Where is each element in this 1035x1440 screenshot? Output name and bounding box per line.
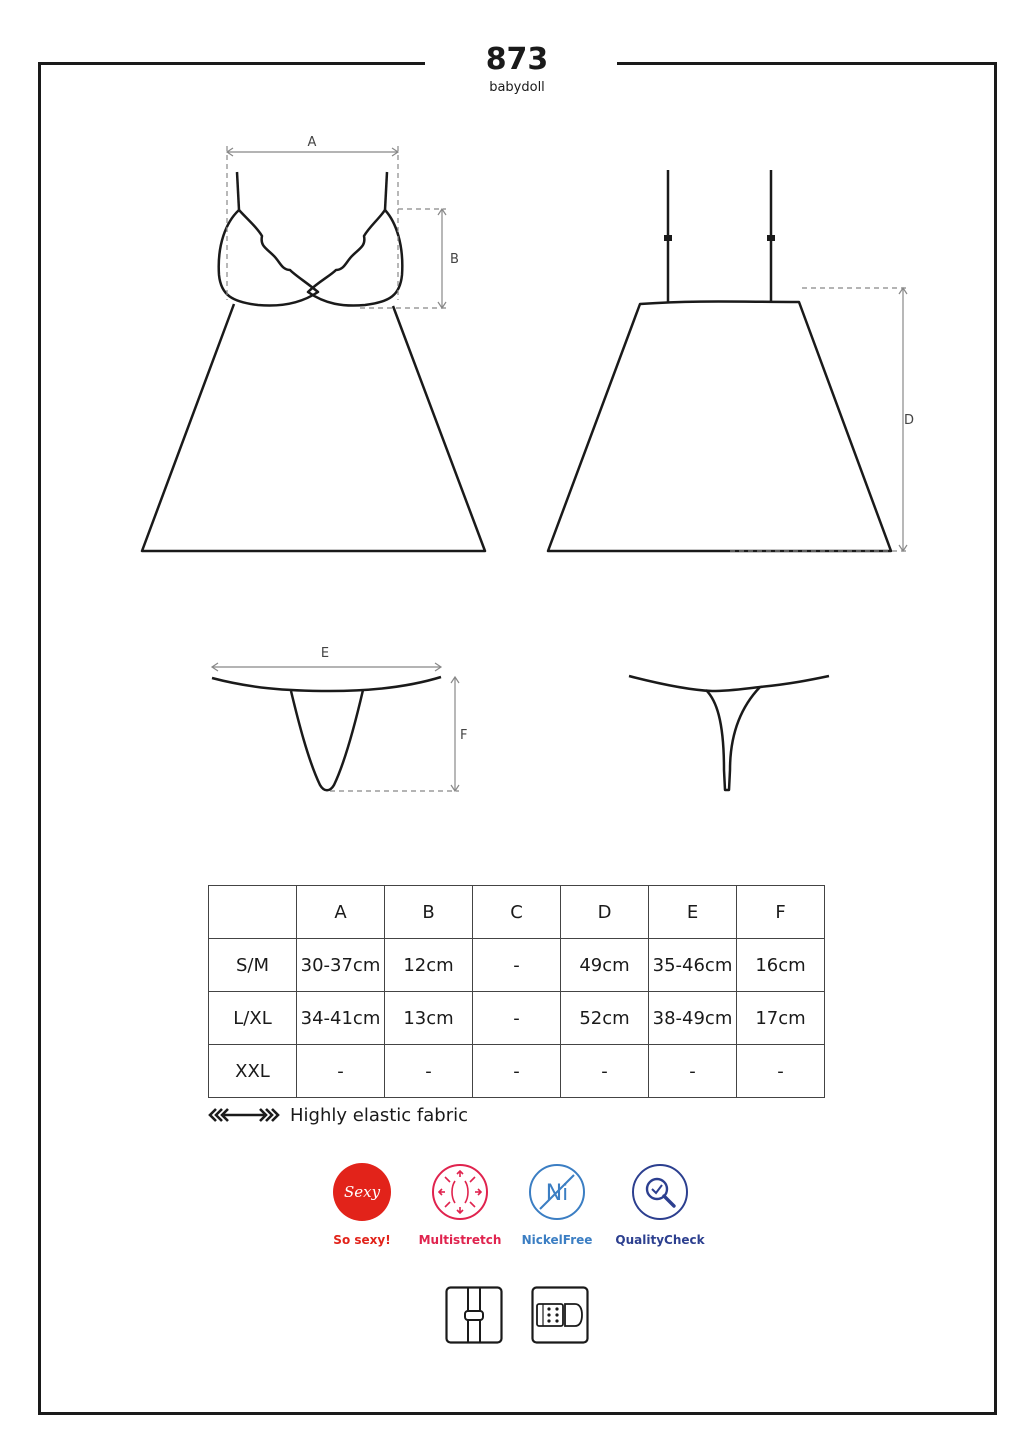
quality-check-icon	[631, 1163, 689, 1221]
babydoll-front-drawing	[142, 172, 485, 551]
hook-closure-icon	[531, 1286, 589, 1344]
elastic-note-text: Highly elastic fabric	[290, 1104, 468, 1126]
table-cell: L/XL	[209, 992, 297, 1045]
dimension-a-label: A	[307, 135, 317, 150]
table-header-cell: A	[297, 886, 385, 939]
dimension-e	[212, 663, 441, 671]
table-cell: -	[737, 1045, 825, 1098]
table-header-row	[209, 886, 825, 939]
table-cell: S/M	[209, 939, 297, 992]
table-cell: -	[561, 1045, 649, 1098]
table-header-cell: C	[473, 886, 561, 939]
table-header-cell: B	[385, 886, 473, 939]
model-number: 873	[485, 42, 549, 77]
dimension-f	[330, 677, 459, 791]
table-header-cell: D	[561, 886, 649, 939]
babydoll-back-drawing	[548, 170, 891, 551]
table-cell: -	[473, 939, 561, 992]
dimension-b-label: B	[450, 252, 459, 267]
dimension-e-label: E	[320, 646, 330, 661]
badge-quality-check	[600, 1163, 720, 1247]
badge-label: So sexy!	[333, 1233, 391, 1247]
table-cell: 34-41cm	[297, 992, 385, 1045]
size-table	[208, 885, 825, 1098]
badge-label: QualityCheck	[615, 1233, 705, 1247]
table-cell: 38-49cm	[649, 992, 737, 1045]
table-cell: 13cm	[385, 992, 473, 1045]
double-arrow-icon	[208, 1105, 280, 1125]
table-cell: 12cm	[385, 939, 473, 992]
table-row	[209, 939, 825, 992]
nickel-icon-text: Ni	[545, 1181, 569, 1206]
elastic-note	[208, 1102, 468, 1128]
table-cell: 52cm	[561, 992, 649, 1045]
table-cell: 35-46cm	[649, 939, 737, 992]
table-header-cell	[209, 886, 297, 939]
table-cell: 17cm	[737, 992, 825, 1045]
thong-back-drawing	[629, 676, 829, 790]
table-cell: -	[473, 992, 561, 1045]
table-header-cell: F	[737, 886, 825, 939]
table-cell: -	[297, 1045, 385, 1098]
thong-front-drawing	[212, 677, 441, 790]
badge-label: NickelFree	[521, 1233, 593, 1247]
table-cell: -	[385, 1045, 473, 1098]
badge-nickel-free	[497, 1163, 617, 1247]
table-header-cell: E	[649, 886, 737, 939]
table-cell: XXL	[209, 1045, 297, 1098]
multistretch-icon	[431, 1163, 489, 1221]
table-cell: -	[473, 1045, 561, 1098]
sexy-icon	[333, 1163, 391, 1221]
table-cell: 16cm	[737, 939, 825, 992]
table-cell: -	[649, 1045, 737, 1098]
table-row	[209, 1045, 825, 1098]
table-row	[209, 992, 825, 1045]
dimension-d-label: D	[904, 413, 915, 428]
sexy-icon-text: Sexy	[343, 1183, 381, 1201]
nickel-free-icon	[528, 1163, 586, 1221]
badge-label: Multistretch	[418, 1233, 502, 1247]
table-cell: 49cm	[561, 939, 649, 992]
dimension-f-label: F	[460, 728, 468, 743]
table-cell: 30-37cm	[297, 939, 385, 992]
dimension-d	[730, 288, 907, 551]
product-category: babydoll	[489, 80, 545, 95]
adjustable-strap-icon	[445, 1286, 503, 1344]
